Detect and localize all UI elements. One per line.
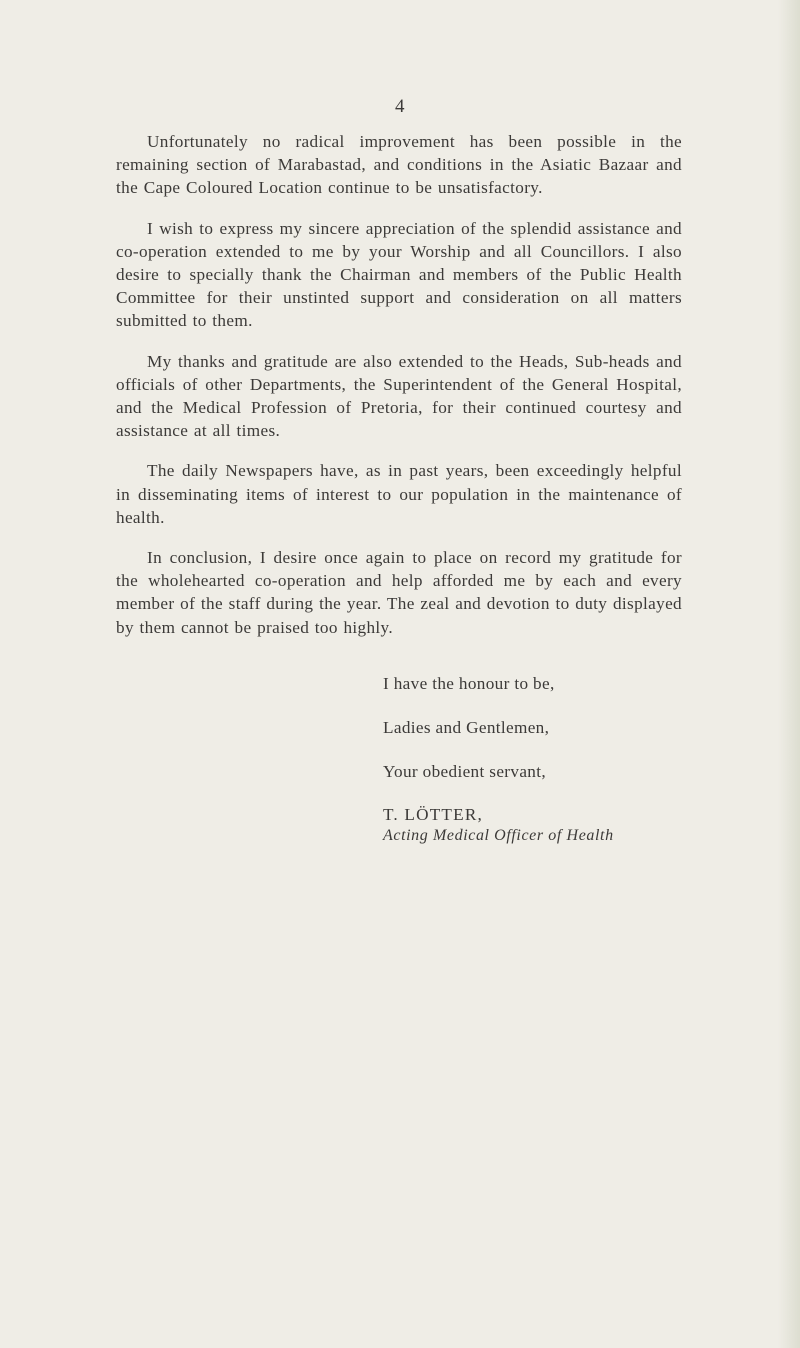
- closing-complimentary: Your obedient servant,: [383, 762, 547, 781]
- paragraph-thanks-departments: My thanks and gratitude are also extended to the Heads, Sub-heads and officials of other Departments, the Superintendent of the General Hospital, and the Medical Profession of Pretoria, for their continued courtesy and assistance at all times.: [116, 351, 682, 441]
- letter-body: [116, 130, 682, 656]
- closing-greeting: Ladies and Gentlemen,: [383, 718, 550, 737]
- page-number: 4: [395, 96, 405, 117]
- paragraph-appreciation: I wish to express my sincere appreciation of the splendid assistance and co-operation extended to me by your Worship and all Councillors. I also desire to specially thank the Chairman and members of the Public Health Committee for their unstinted support and consideration on all matters submitted to them.: [116, 218, 682, 331]
- signatory-title: Acting Medical Officer of Health: [383, 827, 614, 844]
- letter-closing: [383, 672, 614, 849]
- paragraph-conclusion: In conclusion, I desire once again to place on record my gratitude for the wholehearted co-operation and help afforded me by each and every member of the staff during the year. The zeal and devotion to duty displayed by them cannot be praised too highly.: [116, 548, 682, 637]
- paragraph-marabastad: Unfortunately no radical improvement has been possible in the remaining section of Marabastad, and conditions in the Asiatic Bazaar and the Cape Coloured Location continue to be unsatisfactory.: [116, 132, 682, 198]
- page-edge-shading: [778, 0, 800, 1348]
- paragraph-newspapers: The daily Newspapers have, as in past years, been exceedingly helpful in disseminating items of interest to our population in the maintenance of health.: [116, 461, 682, 527]
- signatory-name: T. LÖTTER,: [383, 805, 483, 824]
- closing-salutation: I have the honour to be,: [383, 674, 555, 693]
